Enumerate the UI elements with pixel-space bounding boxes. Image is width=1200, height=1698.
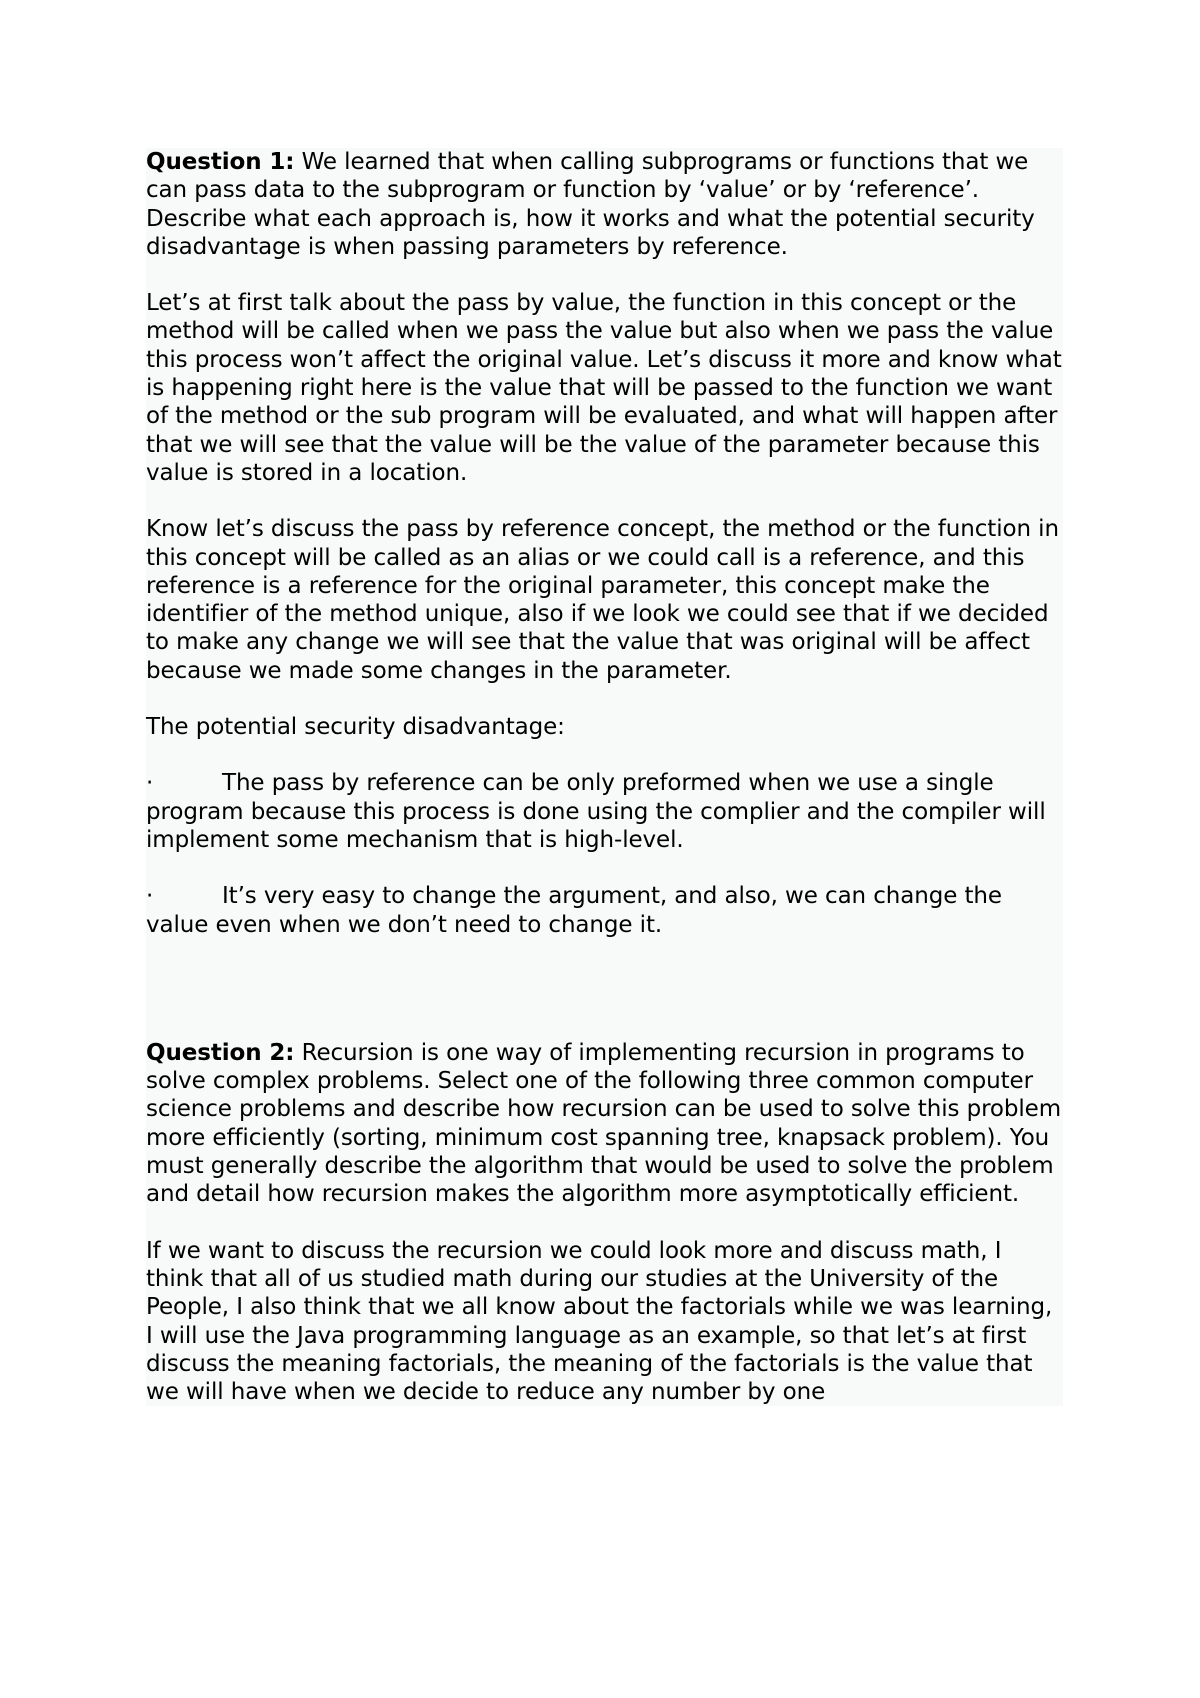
paragraph-gap [146,854,1063,882]
paragraph-gap [146,741,1063,769]
bullet-dot-icon: · [146,770,154,797]
question-1-answer-paragraph-2: Know let’s discuss the pass by reference concept, the method or the function in this concept will be called as an alias or we could call is a reference, and this reference is a reference for the original parameter, this concept make the identifier of the method unique, also if we look we could see that if we decided to make any change we will see that the value that was original will be affect because we made some changes in the parameter. [146,516,1059,684]
question-2-label: Question 2: [146,1039,295,1066]
question-2-section [146,1039,1063,1407]
section-trailing-space [146,939,1063,1039]
paragraph-gap [146,261,1063,289]
question-1-answer-paragraph-1: Let’s at first talk about the pass by value, the function in this concept or the method will be called when we pass the value but also when we pass the value this process won’t affect the original value. Let’s discuss it more and know what is happening right here is the value that will be passed to the function we want of the method or the sub program will be evaluated, and what will happen after that we will see that the value will be the value of the parameter because this value is stored in a location. [146,290,1062,486]
document-page [146,148,1063,1406]
question-1-label: Question 1: [146,149,295,175]
disadvantage-heading: The potential security disadvantage: [146,714,565,741]
question-1-prompt [146,148,1063,261]
question-2-answer-paragraph-1: If we want to discuss the recursion we could look more and discuss math, I think that all of us studied math during our studies at the University of the People, I also think that we all know about the factorials while we was learning, I will use the Java programming language as an example, so that let’s at first discuss the meaning factorials, the meaning of the factorials is the value that we will have when we decide to reduce any number by one [146,1237,1053,1406]
question-2-prompt [146,1039,1063,1209]
bullet-item-1 [146,769,1063,854]
paragraph-gap [146,1209,1063,1237]
bullet-dot-icon: · [146,883,154,910]
bullet-item-2 [146,882,1063,939]
paragraph-gap [146,685,1063,713]
question-2-text: Recursion is one way of implementing recursion in programs to solve complex problems. Select one of the following three common computer science problems and describe how recursion can be used to solve this problem more efficiently (sorting, minimum cost spanning tree, knapsack problem). You must generally describe the algorithm that would be used to solve the problem and detail how recursion makes the algorithm more asymptotically efficient. [146,1039,1062,1208]
paragraph-gap [146,487,1063,515]
question-1-text: We learned that when calling subprograms or functions that we can pass data to the subprogram or function by ‘value’ or by ‘reference’. Describe what each approach is, how it works and what the potential security disadvantage is when passing parameters by reference. [146,149,1035,260]
question-1-section [146,148,1063,1039]
bullet-item-1-text: The pass by reference can be only preformed when we use a single program because this process is done using the complier and the compiler will implement some mechanism that is high-level. [146,770,1046,853]
bullet-item-2-text: It’s very easy to change the argument, and also, we can change the value even when we don’t need to change it. [146,883,1002,938]
